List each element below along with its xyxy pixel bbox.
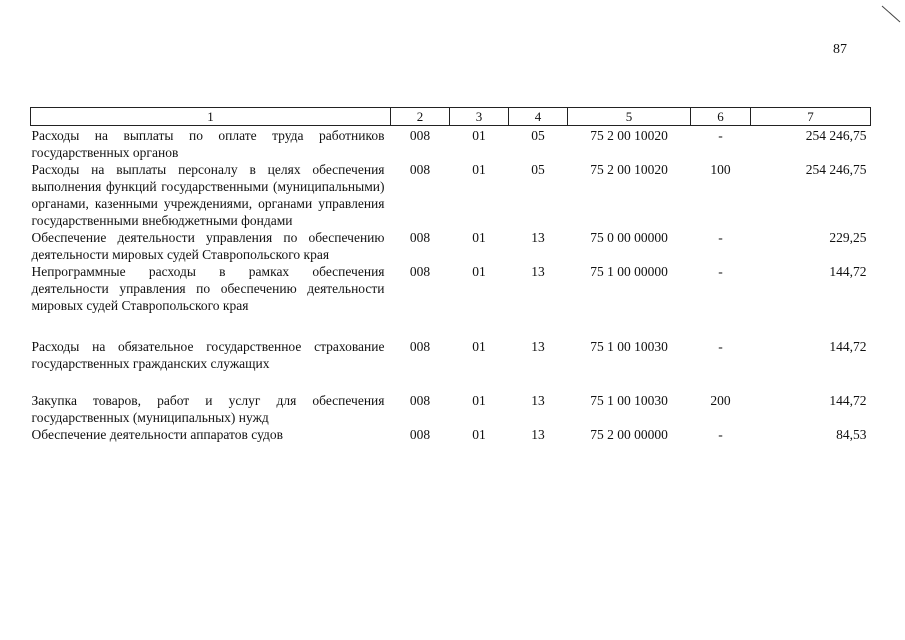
- table-row: [31, 392, 871, 426]
- page-number: 87: [833, 42, 847, 57]
- row-name: Непрограммные расходы в рамках обеспечения деятельности управления по обеспечению деятельности мировых судей Ставропольского края: [31, 264, 385, 313]
- row-ministry: 008: [409, 230, 431, 245]
- row-target: 75 2 00 00000: [590, 427, 668, 442]
- row-ministry: 008: [409, 427, 431, 442]
- row-target: 75 0 00 00000: [590, 230, 668, 245]
- row-target: 75 1 00 10030: [590, 393, 668, 408]
- row-name: Расходы на выплаты персоналу в целях обеспечения выполнения функций государственными (муниципальными) органами, казенными учреждениями, органами управления государственными внебюджетными фондами: [31, 162, 385, 228]
- table-row: [31, 338, 871, 392]
- table-row: [31, 126, 871, 162]
- table-row: [31, 426, 871, 443]
- row-amount: 254 246,75: [805, 162, 867, 177]
- column-header: 3: [450, 108, 509, 126]
- row-ministry: 008: [409, 393, 431, 408]
- row-expense-type: -: [718, 427, 723, 442]
- row-amount: 144,72: [829, 393, 867, 408]
- row-amount: 84,53: [836, 427, 867, 442]
- table-row: [31, 263, 871, 338]
- row-subsection: 05: [531, 128, 545, 143]
- row-target: 75 1 00 00000: [590, 264, 668, 279]
- row-expense-type: -: [718, 128, 723, 143]
- row-amount: 229,25: [829, 230, 867, 245]
- row-subsection: 13: [531, 427, 545, 442]
- row-section: 01: [472, 393, 486, 408]
- row-expense-type: -: [718, 230, 723, 245]
- row-target: 75 2 00 10020: [590, 128, 668, 143]
- row-amount: 254 246,75: [805, 128, 867, 143]
- row-subsection: 13: [531, 264, 545, 279]
- row-amount: 144,72: [829, 339, 867, 354]
- row-expense-type: -: [718, 264, 723, 279]
- row-ministry: 008: [409, 339, 431, 354]
- row-name: Закупка товаров, работ и услуг для обеспечения государственных (муниципальных) нужд: [31, 393, 385, 425]
- row-subsection: 05: [531, 162, 545, 177]
- row-section: 01: [472, 264, 486, 279]
- column-header: 7: [751, 108, 871, 126]
- table-header: [31, 108, 871, 126]
- row-target: 75 2 00 10020: [590, 162, 668, 177]
- row-ministry: 008: [409, 264, 431, 279]
- row-subsection: 13: [531, 339, 545, 354]
- row-name: Расходы на обязательное государственное страхование государственных гражданских служащих: [31, 339, 385, 371]
- row-amount: 144,72: [829, 264, 867, 279]
- budget-table: [30, 107, 871, 443]
- row-expense-type: -: [718, 339, 723, 354]
- row-subsection: 13: [531, 393, 545, 408]
- column-header: 1: [31, 108, 391, 126]
- row-section: 01: [472, 427, 486, 442]
- table-row: [31, 229, 871, 263]
- header-row: [31, 108, 871, 126]
- column-header: 4: [509, 108, 568, 126]
- row-target: 75 1 00 10030: [590, 339, 668, 354]
- row-section: 01: [472, 339, 486, 354]
- scan-corner-mark: [880, 4, 902, 26]
- row-expense-type: 100: [710, 162, 731, 177]
- row-ministry: 008: [409, 162, 431, 177]
- column-header: 2: [391, 108, 450, 126]
- row-subsection: 13: [531, 230, 545, 245]
- table-row: [31, 161, 871, 229]
- row-section: 01: [472, 162, 486, 177]
- row-name: Обеспечение деятельности аппаратов судов: [31, 427, 283, 442]
- row-expense-type: 200: [710, 393, 731, 408]
- row-name: Обеспечение деятельности управления по обеспечению деятельности мировых судей Ставропольского края: [31, 230, 385, 262]
- row-name: Расходы на выплаты по оплате труда работников государственных органов: [31, 128, 385, 160]
- row-ministry: 008: [409, 128, 431, 143]
- column-header: 5: [568, 108, 691, 126]
- table-body: [31, 126, 871, 444]
- row-section: 01: [472, 128, 486, 143]
- row-section: 01: [472, 230, 486, 245]
- column-header: 6: [691, 108, 751, 126]
